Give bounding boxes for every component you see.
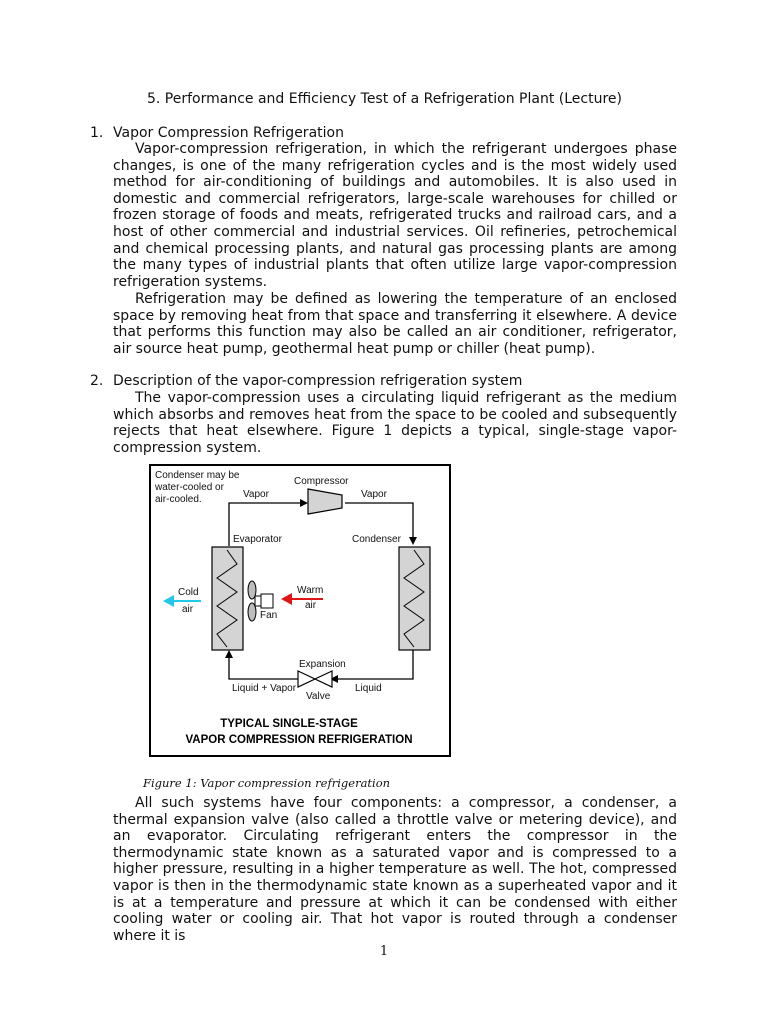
liquid-vapor-label: Liquid + Vapor bbox=[232, 683, 297, 694]
fan-label: Fan bbox=[260, 610, 278, 621]
valve-label: Valve bbox=[306, 691, 331, 702]
expansion-valve-icon bbox=[298, 671, 332, 687]
section-number: 1. bbox=[90, 125, 104, 141]
section-number: 2. bbox=[90, 373, 104, 389]
warm-label: Warm bbox=[297, 585, 324, 596]
page-title: 5. Performance and Efficiency Test of a Refrigeration Plant (Lecture) bbox=[147, 91, 622, 107]
cold-air-arrowhead bbox=[163, 595, 174, 607]
diagram-title-line-1: TYPICAL SINGLE-STAGE bbox=[220, 718, 358, 730]
cold-label: Cold bbox=[178, 587, 199, 598]
evaporator-label: Evaporator bbox=[233, 534, 282, 545]
note-line-3: air-cooled. bbox=[155, 494, 202, 505]
diagram-title-line-2: VAPOR COMPRESSION REFRIGERATION bbox=[185, 734, 413, 746]
figure-caption: Figure 1: Vapor compression refrigeration bbox=[143, 776, 391, 790]
cold-air-label: air bbox=[182, 604, 194, 615]
section-heading-text: Description of the vapor-compression refrigeration system bbox=[113, 373, 523, 389]
compressor-icon bbox=[308, 489, 342, 514]
condenser-label: Condenser bbox=[352, 534, 401, 545]
section-2-heading bbox=[90, 373, 522, 389]
section-2-paragraph-2: All such systems have four components: a compressor, a condenser, a thermal expansion valve (also called a throttle valve or metering device), and an evaporator. Circulating refrigerant enters the compressor in the thermodynamic state known as a saturated vapor and is compressed to a higher pressure, resulting in a higher temperature as well. The hot, compressed vapor is then in the thermodynamic state known as a superheated vapor and it is at a temperature and pressure at which it can be condensed with either cooling water or cooling air. That hot vapor is routed through a condenser where it is bbox=[113, 795, 677, 944]
section-1-paragraph-1: Vapor-compression refrigeration, in which the refrigerant undergoes phase changes, is one of the many refrigeration cycles and is the most widely used method for air-conditioning of buildings and automobiles. It is also used in domestic and commercial refrigerators, large-scale warehouses for chilled or frozen storage of foods and meats, refrigerated trucks and railroad cars, and a host of other commercial and industrial services. Oil refineries, petrochemical and chemical processing plants, and natural gas processing plants are among the many types of industrial plants that often utilize large vapor-compression refrigeration systems. bbox=[113, 141, 677, 290]
expansion-label: Expansion bbox=[299, 659, 346, 670]
warm-air-arrowhead bbox=[281, 593, 292, 605]
warm-air-label: air bbox=[305, 600, 317, 611]
pipe-valve-to-evaporator bbox=[229, 652, 298, 679]
page-number: 1 bbox=[379, 944, 389, 959]
section-1-heading bbox=[90, 125, 344, 141]
compressor-label: Compressor bbox=[294, 476, 349, 487]
vapor-label-right: Vapor bbox=[361, 489, 387, 500]
refrigeration-diagram bbox=[149, 464, 451, 757]
section-2-paragraph-1: The vapor-compression uses a circulating liquid refrigerant as the medium which absorbs and removes heat from the space to be cooled and subsequently rejects that heat elsewhere. Figure 1 depicts a typical, single-stage vapor-compression system. bbox=[113, 390, 677, 456]
vapor-label-left: Vapor bbox=[243, 489, 269, 500]
section-heading-text: Vapor Compression Refrigeration bbox=[113, 125, 344, 141]
liquid-label: Liquid bbox=[355, 683, 382, 694]
note-line-2: water-cooled or bbox=[155, 482, 224, 493]
section-1-paragraph-2: Refrigeration may be defined as lowering the temperature of an enclosed space by removing heat from that space and transferring it elsewhere. A device that performs this function may also be called an air conditioner, refrigerator, air source heat pump, geothermal heat pump or chiller (heat pump). bbox=[113, 291, 677, 357]
note-line-1: Condenser may be bbox=[155, 470, 240, 481]
